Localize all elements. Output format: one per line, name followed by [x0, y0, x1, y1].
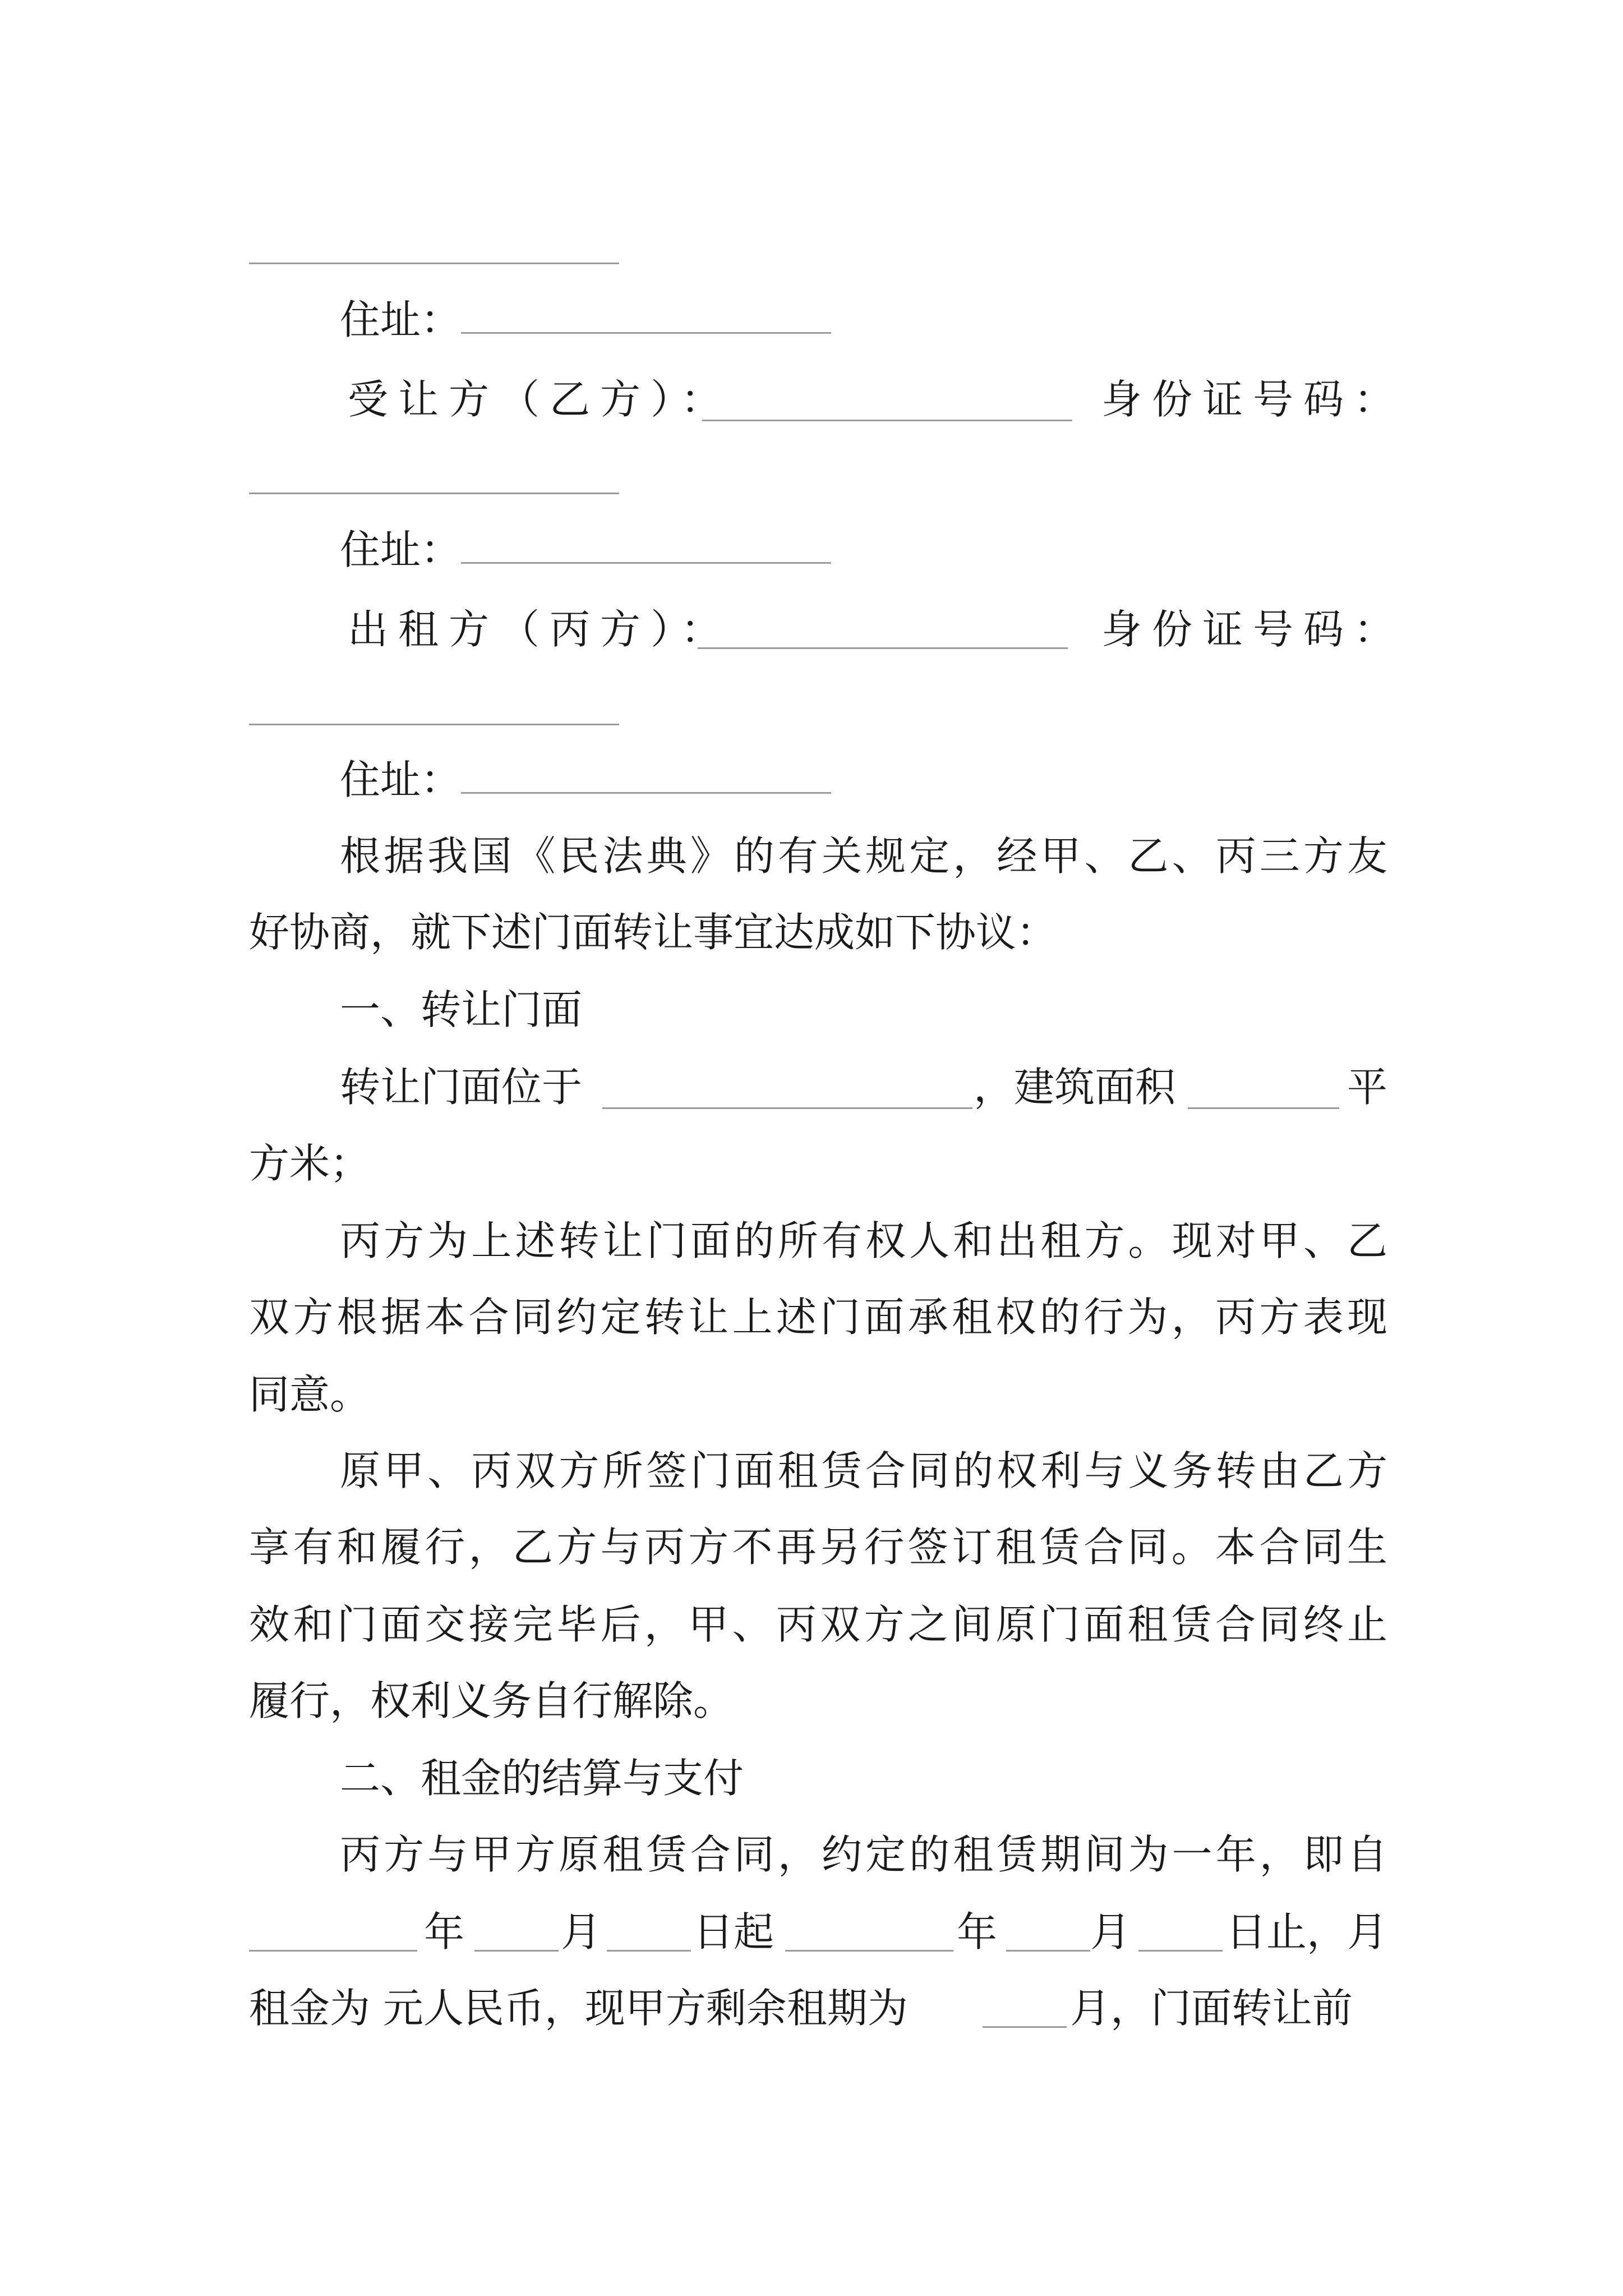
end-day-label: 日止，月	[1226, 1908, 1388, 1955]
section1-heading: 一、转让门面	[340, 986, 583, 1033]
transferee-name-blank[interactable]	[702, 420, 1072, 421]
id-number-blank-transferor[interactable]	[249, 263, 619, 264]
intro-line-2: 好协商，就下述门面转让事宜达成如下协议：	[249, 909, 1057, 956]
address-line-lessor	[340, 752, 831, 808]
end-month-blank[interactable]	[1006, 1950, 1090, 1952]
start-month-blank[interactable]	[474, 1950, 559, 1952]
section1-p2-line-3: 效和门面交接完毕后，甲、丙双方之间原门面租赁合同终止	[249, 1601, 1387, 1648]
transferee-id-blank[interactable]	[249, 493, 619, 494]
transferee-label: 受让方（乙方）：	[348, 376, 732, 423]
lessor-line	[348, 601, 731, 657]
location-blank[interactable]	[602, 1107, 972, 1109]
address-label: 住址：	[340, 756, 462, 803]
transferee-line	[348, 371, 731, 427]
lessor-label: 出租方（丙方）：	[348, 606, 732, 653]
end-year-label: 年	[957, 1908, 998, 1955]
location-prefix: 转让门面位于	[340, 1064, 583, 1111]
area-unit-1: 平	[1347, 1064, 1388, 1111]
section1-p1-line-1: 丙方为上述转让门面的所有权人和出租方。现对甲、乙	[340, 1217, 1387, 1264]
area-blank[interactable]	[1188, 1107, 1339, 1109]
address-label: 住址：	[340, 526, 462, 573]
lessor-name-blank[interactable]	[698, 647, 1068, 649]
section1-p1-line-3: 同意。	[249, 1371, 371, 1418]
address-line-transferor	[340, 292, 831, 348]
location-line	[340, 1059, 582, 1115]
lessor-id-blank[interactable]	[249, 724, 619, 725]
rent-suffix: 月，门面转让前	[1070, 1985, 1353, 2032]
rent-prefix: 租金为 元人民币，现甲方剩余租期为	[249, 1985, 908, 2032]
intro-line-1: 根据我国《民法典》的有关规定，经甲、乙、丙三方友	[340, 832, 1387, 880]
section1-p2-line-1: 原甲、丙双方所签门面租赁合同的权利与义务转由乙方	[340, 1447, 1387, 1494]
area-label: ，建筑面积	[974, 1064, 1176, 1111]
section2-p1-line-1: 丙方与甲方原租赁合同，约定的租赁期间为一年，即自	[340, 1831, 1387, 1878]
transferee-id-label: 身份证号码：	[1101, 376, 1405, 423]
start-month-label: 月	[561, 1908, 602, 1955]
remaining-term-blank[interactable]	[983, 2026, 1067, 2028]
lessor-id-label: 身份证号码：	[1101, 606, 1405, 653]
section1-p1-line-2: 双方根据本合同约定转让上述门面承租权的行为，丙方表现	[249, 1294, 1387, 1341]
address-blank[interactable]	[461, 562, 831, 564]
end-day-blank[interactable]	[1138, 1950, 1223, 1952]
end-month-label: 月	[1090, 1908, 1131, 1955]
address-line-transferee	[340, 522, 831, 578]
start-day-blank[interactable]	[607, 1950, 691, 1952]
section1-p2-line-2: 享有和履行，乙方与丙方不再另行签订租赁合同。本合同生	[249, 1524, 1387, 1571]
start-day-label: 日起	[693, 1908, 774, 1955]
address-blank[interactable]	[461, 332, 831, 334]
end-year-blank[interactable]	[785, 1950, 953, 1952]
start-year-blank[interactable]	[249, 1950, 417, 1952]
section2-heading: 二、租金的结算与支付	[340, 1755, 744, 1802]
section1-p2-line-4: 履行，权利义务自行解除。	[249, 1677, 734, 1724]
address-blank[interactable]	[461, 792, 831, 794]
area-unit-2: 方米；	[249, 1140, 371, 1187]
address-label: 住址：	[340, 296, 462, 343]
start-year-label: 年	[424, 1908, 465, 1955]
